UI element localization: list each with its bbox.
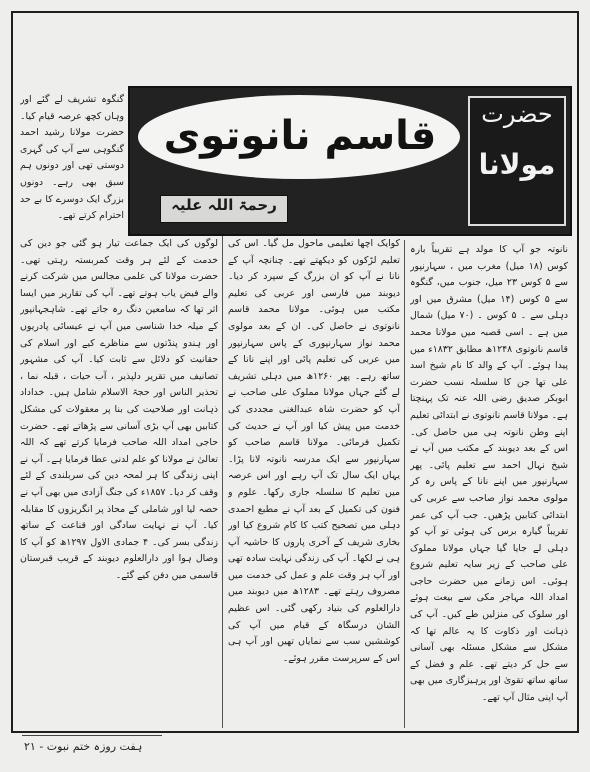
honorific-maulana: مولانا [478,148,556,181]
article-column-middle: کوایک اچھا تعلیمی ماحول مل گیا۔ اس کی تعلیم لڑکوں کو دیکھتے تھے۔ چنانچہ آپ کے نانا نے آپ کو ان بزرگ کے سپرد کر دیا۔ دیوبند میں فارسی اور عربی کی تعلیم مکتب میں ہوئی۔ مولانا محمد قاسم نانوتوی نے حاصل کی۔ ان کے بعد مولوی محمد نواز سہارنپوری کے پاس سہارنپور میں عربی کی تعلیم پائی اور اپنے نانا کے ساتھ رہے۔ پھر ۱۲۶۰ھ میں دہلی تشریف لے گئے جہاں مولانا مملوک علی صاحب نے آپ کو حضرت شاہ عبدالغنی مجددی کی خدمت میں پیش کیا اور آپ نے حدیث کی تکمیل فرمائی۔ مولانا قاسم صاحب کو سہارنپور سے ایک مدرسہ نانوتہ لانا پڑا۔ یہاں ایک سال تک آپ رہے اور اس عرصہ میں تعلیم کا سلسلہ جاری رکھا۔ علوم و فنون کی تکمیل کے بعد آپ نے مطبع احمدی دہلی میں تصحیح کتب کا کام شروع کیا اور بخاری شریف کے آخری پاروں کا حاشیہ آپ ہی نے لکھا۔ آپ کی زندگی نہایت سادہ تھی اور آپ ہر وقت علم و عمل کی خدمت میں مصروف رہتے تھے۔ ۱۲۸۳ھ میں دیوبند میں دارالعلوم کی بنیاد رکھی گئی۔ اس عظیم الشان درسگاہ کے قیام میں آپ کی کوششیں سب سے نمایاں تھیں اور آپ ہی اس کے سرپرست مقرر ہوئے۔ [228,238,400,664]
benediction-text: رحمۃ اللہ علیہ [171,196,277,214]
article-title: قاسم نانوتوی [163,113,437,159]
page-footer: ہفت روزہ ختم نبوت - ۲۱ [24,740,143,753]
article-column-left: لوگوں کی ایک جماعت تیار ہو گئی جو دین کی خدمت کے لئے ہر وقت کمربستہ رہتی تھی۔ حضرت مولانا کی علمی مجالس میں شرکت کرنے والے فیض یاب ہوتے تھے۔ آپ کی تقاریر میں ایسا اثر تھا کہ سامعین دنگ رہ جاتے تھے۔ شاہجہانپور کے میلہ خدا شناسی میں آپ نے عیسائی پادریوں اور ہندو پنڈتوں سے مناظرے کیے اور اسلام کی حقانیت کو دلائل سے ثابت کیا۔ آپ کی مشہور تصانیف میں تقریر دلپذیر ، آب حیات ، قبلہ نما ، تحذیر الناس اور حجۃ الاسلام شامل ہیں۔ خداداد ذہانت اور صلاحیت کی بنا پر معقولات کی مشکل کتابیں بھی آپ بڑی آسانی سے پڑھاتے تھے۔ حضرت حاجی امداد اللہ صاحب فرمایا کرتے تھے کہ اللہ تعالیٰ نے مولانا کو علم لدنی عطا فرمایا ہے۔ آپ نے اپنی زندگی کا ہر لمحہ دین کی سربلندی کے لئے وقف کر دیا۔ ۱۸۵۷ء کی جنگ آزادی میں بھی آپ نے حصہ لیا اور شاملی کے محاذ پر انگریزوں کا مقابلہ کیا۔ آپ نے نہایت سادگی اور قناعت کے ساتھ زندگی بسر کی۔ ۴ جمادی الاول ۱۲۹۷ھ کو آپ کا وصال ہوا اور دارالعلوم دیوبند کے قریب قبرستان قاسمی میں دفن کیے گئے۔ [20,238,218,581]
honorific-hazrat: حضرت [481,100,553,128]
column-divider [404,240,405,728]
article-column-right: نانوتہ جو آپ کا مولد ہے تقریباً بارہ کوس (۱۸ میل) مغرب میں ، سہارنپور سے ۵ کوس ۲۳ میل، جنوب میں، گنگوہ سے ۵ کوس (۱۴ میل) مشرق میں اور دہلی سے ۔ ۵ کوس ۔ (۷۰ میل) شمال میں ہے ۔ اسی قصبہ میں مولانا محمد قاسم نانوتوی ۱۲۴۸ھ مطابق ۱۸۳۲ء میں پیدا ہوئے۔ آپ کے والد کا نام شیخ اسد علی تھا جن کا سلسلہ نسب حضرت ابوبکر صدیق رضی اللہ عنہ تک پہنچتا ہے۔ مولانا قاسم نانوتوی نے ابتدائی تعلیم اپنے وطن نانوتہ ہی میں حاصل کی۔ اس کے بعد دیوبند کے مکتب میں آپ نے شیخ نہال احمد سے تعلیم پائی۔ پھر سہارنپور میں اپنے نانا کے پاس رہ کر مولوی محمد نواز صاحب سے عربی کی ابتدائی کتابیں پڑھیں۔ جب آپ کی عمر تقریباً گیارہ برس کی ہوئی تو آپ کو دہلی لے جایا گیا جہاں مولانا مملوک علی صاحب کے زیر سایہ تعلیم شروع ہوئی۔ اس زمانے میں حضرت حاجی امداد اللہ مہاجر مکی سے بیعت ہوئے اور سلوک کی منزلیں طے کیں۔ آپ کی ذہانت اور ذکاوت کا یہ عالم تھا کہ مشکل سے مشکل مسئلہ بھی آسانی سے حل کر دیتے تھے۔ علم و فضل کے ساتھ ساتھ تقویٰ اور پرہیزگاری میں بھی آپ اپنی مثال آپ تھے۔ [410,244,568,704]
article-column-left-top: گنگوہ تشریف لے گئے اور وہاں کچھ عرصہ قیام کیا۔ حضرت مولانا رشید احمد گنگوہی سے آپ کی گہری دوستی تھی اور دونوں ہم سبق بھی رہے۔ دونوں بزرگ ایک دوسرے کا بے حد احترام کرتے تھے۔ [20,94,124,222]
footer-rule [22,735,162,736]
column-divider [222,236,223,728]
